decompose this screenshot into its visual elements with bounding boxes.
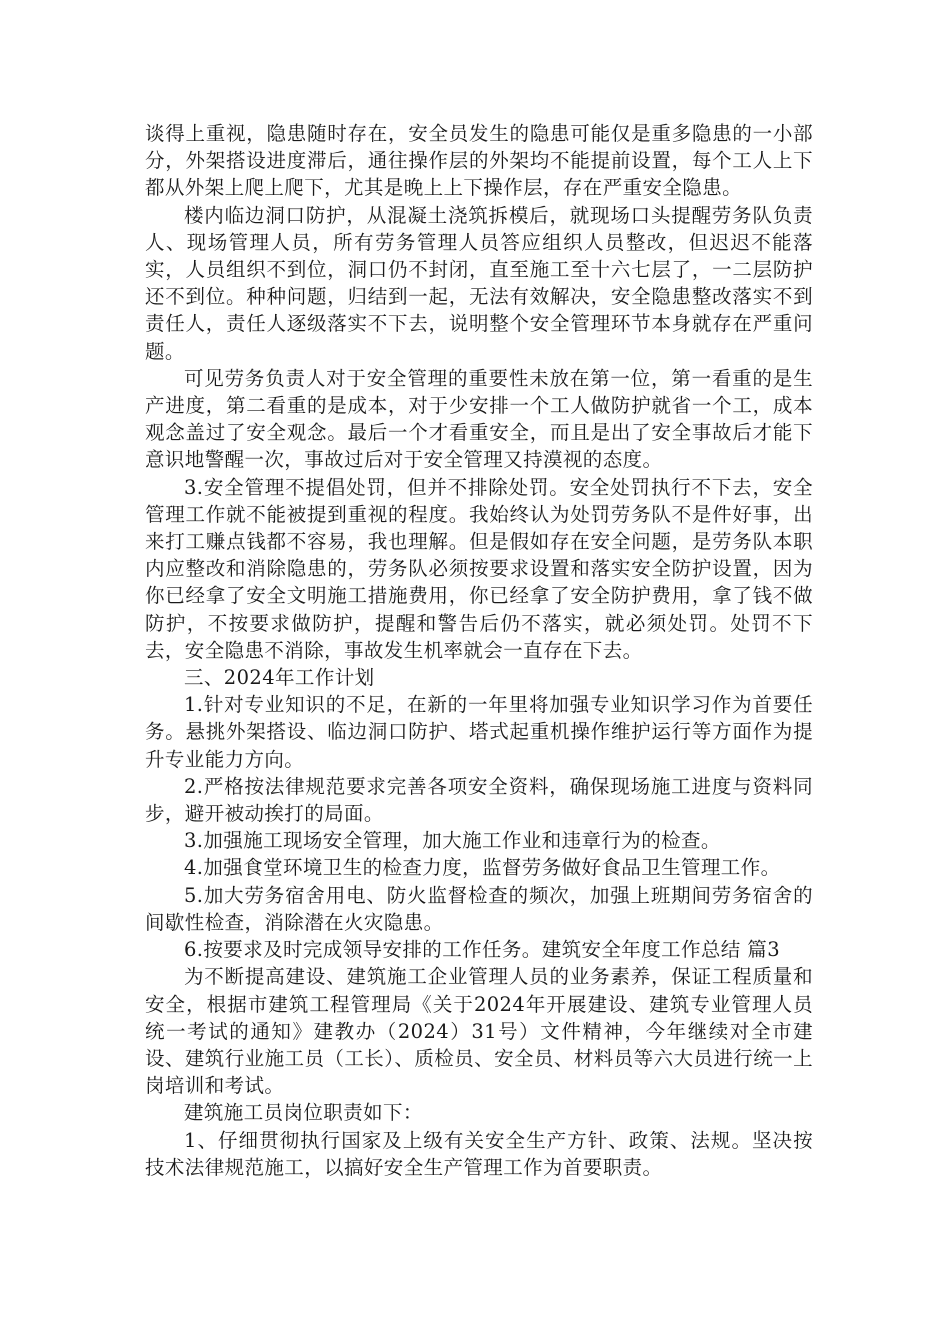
paragraph-3: 可见劳务负责人对于安全管理的重要性未放在第一位，第一看重的是生产进度，第二看重的是成本，对于少安排一个工人做防护就省一个工，成本观念盖过了安全观念。最后一个才看重安全，而且是出了安全事故后才能下意识地警醒一次，事故过后对于安全管理又持漠视的态度。 <box>145 366 813 472</box>
document-body <box>145 120 813 1181</box>
section-heading: 三、2024年工作计划 <box>184 666 375 690</box>
paragraph-2: 楼内临边洞口防护，从混凝土浇筑拆模后，就现场口头提醒劳务队负责人、现场管理人员，所有劳务管理人员答应组织人员整改，但迟迟不能落实，人员组织不到位，洞口仍不封闭，直至施工至十六七层了，一二层防护还不到位。种种问题，归结到一起，无法有效解决，安全隐患整改落实不到责任人，责任人逐级落实不下去，说明整个安全管理环节本身就存在严重问题。 <box>145 203 813 363</box>
plan-item-3: 3.加强施工现场安全管理，加大施工作业和违章行为的检查。 <box>184 829 721 853</box>
plan-item-5: 5.加大劳务宿舍用电、防火监督检查的频次，加强上班期间劳务宿舍的间歇性检查，消除潜在火灾隐患。 <box>145 883 813 934</box>
plan-item-6: 6.按要求及时完成领导安排的工作任务。建筑安全年度工作总结 篇3 <box>184 938 781 962</box>
plan-item-1: 1.针对专业知识的不足，在新的一年里将加强专业知识学习作为首要任务。悬挑外架搭设、临边洞口防护、塔式起重机操作维护运行等方面作为提升专业能力方向。 <box>145 693 813 771</box>
duty-item-1: 1、仔细贯彻执行国家及上级有关安全生产方针、政策、法规。坚决按技术法律规范施工，以搞好安全生产管理工作为首要职责。 <box>145 1128 813 1179</box>
paragraph-4: 3.安全管理不提倡处罚，但并不排除处罚。安全处罚执行不下去，安全管理工作就不能被提到重视的程度。我始终认为处罚劳务队不是件好事，出来打工赚点钱都不容易，我也理解。但是假如存在安全问题，是劳务队本职内应整改和消除隐患的，劳务队必须按要求设置和落实安全防护设置，因为你已经拿了安全文明施工措施费用，你已经拿了安全防护费用，拿了钱不做防护，不按要求做防护，提醒和警告后仍不落实，就必须处罚。处罚不下去，安全隐患不消除，事故发生机率就会一直存在下去。 <box>145 475 813 662</box>
plan-item-4: 4.加强食堂环境卫生的检查力度，监督劳务做好食品卫生管理工作。 <box>184 856 781 880</box>
paragraph-duties-intro: 建筑施工员岗位职责如下： <box>184 1101 423 1125</box>
paragraph-training: 为不断提高建设、建筑施工企业管理人员的业务素养，保证工程质量和安全，根据市建筑工程管理局《关于2024年开展建设、建筑专业管理人员统一考试的通知》建教办（2024）31号）文件精神，今年继续对全市建设、建筑行业施工员（工长）、质检员、安全员、材料员等六大员进行统一上岗培训和考试。 <box>145 965 813 1098</box>
plan-item-2: 2.严格按法律规范要求完善各项安全资料，确保现场施工进度与资料同步，避开被动挨打的局面。 <box>145 774 813 826</box>
paragraph-1: 谈得上重视，隐患随时存在，安全员发生的隐患可能仅是重多隐患的一小部分，外架搭设进度滞后，通往操作层的外架均不能提前设置，每个工人上下都从外架上爬上爬下，尤其是晚上上下操作层，存在严重安全隐患。 <box>145 122 813 200</box>
